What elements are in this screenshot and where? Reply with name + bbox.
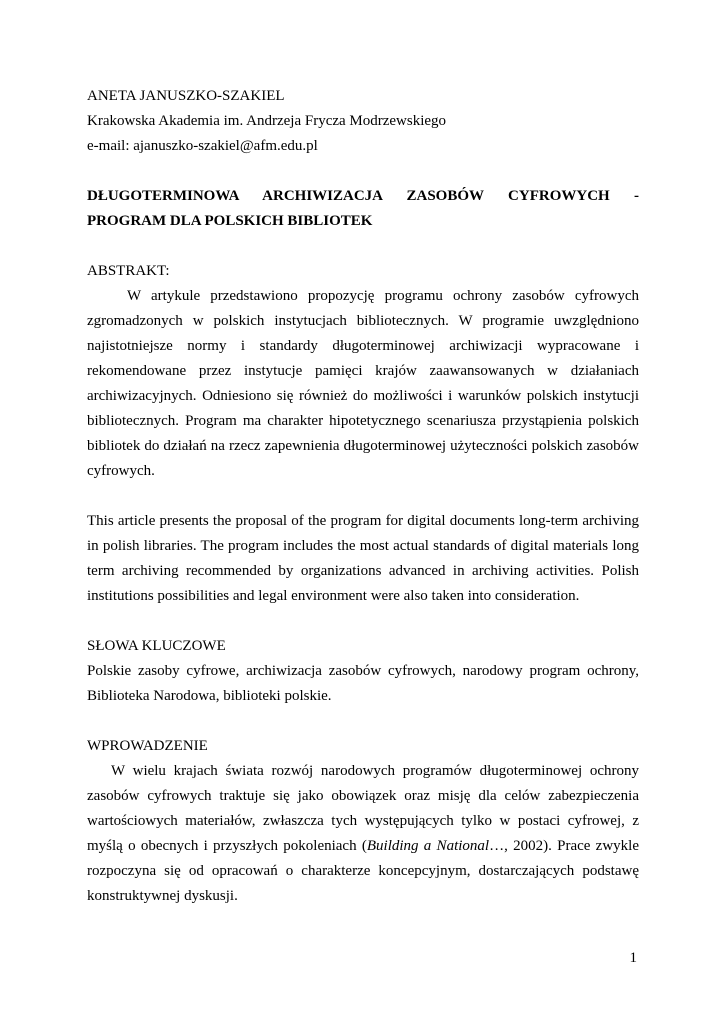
- keywords-heading: SŁOWA KLUCZOWE: [87, 638, 226, 654]
- article-title: DŁUGOTERMINOWA ARCHIWIZACJA ZASOBÓW CYFROWYCH - PROGRAM DLA POLSKICH BIBLIOTEK: [87, 188, 639, 229]
- spacer: [87, 609, 639, 634]
- abstract-polish: W artykule przedstawiono propozycję programu ochrony zasobów cyfrowych zgromadzonych w polskich instytucjach bibliotecznych. W programie uwzględniono najistotniejsze normy i standardy długoterminowej archiwizacji wypracowane i rekomendowane przez instytucje pamięci krajów zaawansowanych w działaniach archiwizacyjnych. Odniesiono się również do możliwości i warunków polskich instytucji bibliotecznych. Program ma charakter hipotetycznego scenariusza przystąpienia polskich bibliotek do działań na rzecz zapewnienia długoterminowej użyteczności polskich zasobów cyfrowych.: [87, 288, 639, 479]
- spacer: [87, 234, 639, 259]
- page-content: [87, 84, 639, 909]
- introduction-paragraph: [87, 759, 639, 909]
- abstract-english: This article presents the proposal of the program for digital documents long-term archiving in polish libraries. The program includes the most actual standards of digital materials long term archiving recommended by organizations advanced in archiving activities. Polish institutions possibilities and legal environment were also taken into consideration.: [87, 513, 639, 604]
- introduction-text-start: W wielu krajach świata rozwój narodowych programów długoterminowej ochrony zasobów cyfrowych traktuje się jako obowiązek oraz misję dla celów zabezpieczenia wartościowych materiałów, zwłaszcza tych występujących tylko w postaci cyfrowej, z myślą o obecnych i przyszłych pokoleniach (: [87, 763, 639, 854]
- abstract-heading: ABSTRAKT:: [87, 263, 170, 279]
- introduction-text-end: …, 2002). Prace zwykle rozpoczyna się od opracowań o charakterze koncepcyjnym, dostarczających podstawę konstruktywnej dyskusji.: [87, 838, 640, 904]
- author-affiliation: Krakowska Akademia im. Andrzeja Frycza Modrzewskiego: [87, 113, 447, 129]
- introduction-heading: WPROWADZENIE: [87, 738, 208, 754]
- author-name: ANETA JANUSZKO-SZAKIEL: [87, 88, 285, 104]
- spacer: [87, 484, 639, 509]
- spacer: [87, 709, 639, 734]
- page-number: 1: [629, 950, 637, 966]
- author-email: e-mail: ajanuszko-szakiel@afm.edu.pl: [87, 138, 318, 154]
- spacer: [87, 159, 639, 184]
- keywords-text: Polskie zasoby cyfrowe, archiwizacja zasobów cyfrowych, narodowy program ochrony, Biblioteka Narodowa, biblioteki polskie.: [87, 663, 639, 704]
- introduction-citation: Building a National: [366, 838, 490, 854]
